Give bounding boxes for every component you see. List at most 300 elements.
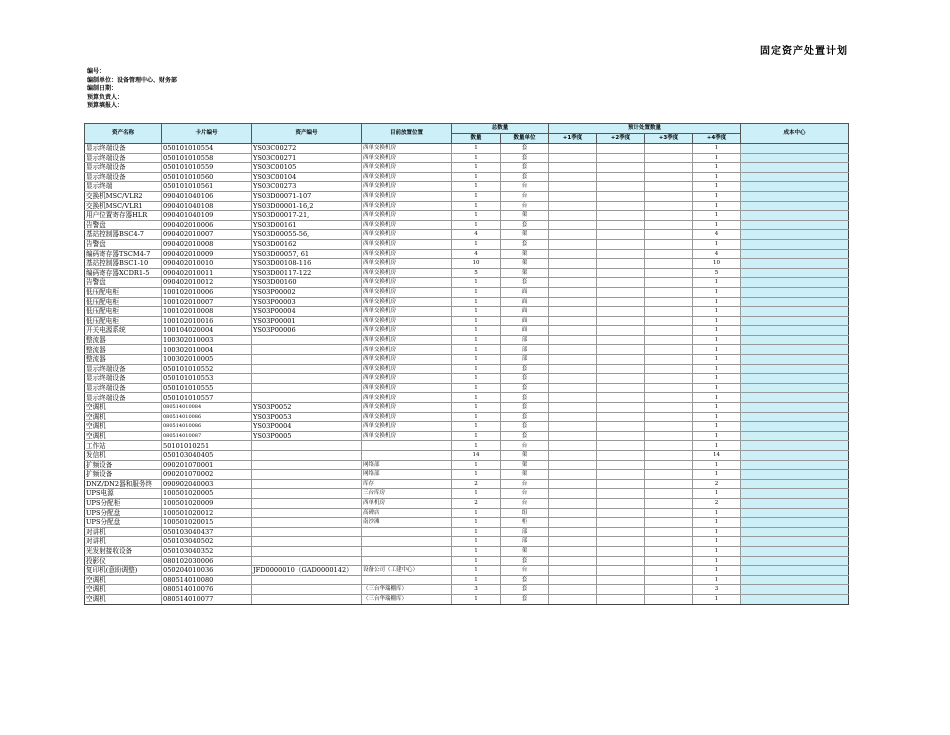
q4-cell: 1 xyxy=(693,403,741,413)
unit-cell: 套 xyxy=(501,163,549,173)
table-row xyxy=(85,594,849,604)
card-no-cell: 100501020012 xyxy=(162,508,252,518)
asset-no-cell xyxy=(252,594,362,604)
card-no-cell: 100302010005 xyxy=(162,355,252,365)
col-qty: 数量 xyxy=(452,134,501,144)
qty-cell: 5 xyxy=(452,268,501,278)
qty-cell: 1 xyxy=(452,470,501,480)
q2-cell xyxy=(597,556,645,566)
table-row xyxy=(85,441,849,451)
location-cell: 西单交换机房 xyxy=(362,364,452,374)
card-no-cell: 050101010557 xyxy=(162,393,252,403)
q3-cell xyxy=(645,201,693,211)
q3-cell xyxy=(645,316,693,326)
meta-block xyxy=(87,68,177,111)
unit-cell: 架 xyxy=(501,451,549,461)
asset-no-cell: YS03P0052 xyxy=(252,403,362,413)
q3-cell xyxy=(645,393,693,403)
asset-no-cell: YS03P0004 xyxy=(252,422,362,432)
q3-cell xyxy=(645,479,693,489)
table-row xyxy=(85,566,849,576)
q4-cell: 1 xyxy=(693,144,741,154)
asset-name-cell: 空调机 xyxy=(85,585,162,595)
location-cell: 西单交换机房 xyxy=(362,182,452,192)
cost-center-cell xyxy=(741,431,849,441)
asset-name-cell: 光发射接收设备 xyxy=(85,546,162,556)
q1-cell xyxy=(549,268,597,278)
unit-cell: 套 xyxy=(501,239,549,249)
q2-cell xyxy=(597,201,645,211)
unit-cell: 柜 xyxy=(501,518,549,528)
unit-cell: 架 xyxy=(501,211,549,221)
cost-center-cell xyxy=(741,451,849,461)
asset-no-cell xyxy=(252,335,362,345)
col-q2: +2季度 xyxy=(597,134,645,144)
q1-cell xyxy=(549,546,597,556)
page-title: 固定资产处置计划 xyxy=(760,46,848,57)
q4-cell: 1 xyxy=(693,527,741,537)
unit-cell: 架 xyxy=(501,268,549,278)
unit-cell: 套 xyxy=(501,364,549,374)
q2-cell xyxy=(597,364,645,374)
q1-cell xyxy=(549,364,597,374)
card-no-cell: 50101010251 xyxy=(162,441,252,451)
q1-cell xyxy=(549,498,597,508)
asset-no-cell: YS03D00162 xyxy=(252,239,362,249)
cost-center-cell xyxy=(741,479,849,489)
col-q3: +3季度 xyxy=(645,134,693,144)
table-row xyxy=(85,259,849,269)
q1-cell xyxy=(549,307,597,317)
col-cost-center: 成本中心 xyxy=(741,124,849,144)
location-cell: 网络部 xyxy=(362,470,452,480)
q3-cell xyxy=(645,566,693,576)
card-no-cell: 080514010077 xyxy=(162,594,252,604)
q4-cell: 1 xyxy=(693,172,741,182)
q1-cell xyxy=(549,489,597,499)
location-cell: 西单交换机房 xyxy=(362,163,452,173)
qty-cell: 1 xyxy=(452,556,501,566)
asset-name-cell: 空调机 xyxy=(85,431,162,441)
q1-cell xyxy=(549,470,597,480)
asset-no-cell xyxy=(252,460,362,470)
q3-cell xyxy=(645,422,693,432)
q1-cell xyxy=(549,556,597,566)
q3-cell xyxy=(645,364,693,374)
q2-cell xyxy=(597,297,645,307)
asset-no-cell xyxy=(252,575,362,585)
cost-center-cell xyxy=(741,249,849,259)
card-no-cell: 090402010009 xyxy=(162,249,252,259)
asset-no-cell xyxy=(252,470,362,480)
unit-cell: 架 xyxy=(501,546,549,556)
q2-cell xyxy=(597,249,645,259)
asset-name-cell: DNZ/DN2器和服务终 xyxy=(85,479,162,489)
q4-cell: 1 xyxy=(693,431,741,441)
location-cell xyxy=(362,537,452,547)
q1-cell xyxy=(549,172,597,182)
cost-center-cell xyxy=(741,585,849,595)
card-no-cell: 090402010008 xyxy=(162,239,252,249)
asset-no-cell: YS03C00105 xyxy=(252,163,362,173)
location-cell: 西单交换机房 xyxy=(362,259,452,269)
asset-no-cell xyxy=(252,441,362,451)
asset-name-cell: UPS分配盘 xyxy=(85,508,162,518)
asset-name-cell: 工作站 xyxy=(85,441,162,451)
location-cell: 西单交换机房 xyxy=(362,211,452,221)
table-row xyxy=(85,556,849,566)
asset-name-cell: 显示终端设备 xyxy=(85,144,162,154)
card-no-cell: 090402010006 xyxy=(162,220,252,230)
q1-cell xyxy=(549,355,597,365)
q4-cell: 1 xyxy=(693,556,741,566)
unit-cell: 面 xyxy=(501,307,549,317)
q4-cell: 1 xyxy=(693,460,741,470)
q3-cell xyxy=(645,335,693,345)
col-asset-no: 资产编号 xyxy=(252,124,362,144)
card-no-cell: 100302010003 xyxy=(162,335,252,345)
q3-cell xyxy=(645,498,693,508)
table-row xyxy=(85,201,849,211)
table-row xyxy=(85,239,849,249)
table-row xyxy=(85,431,849,441)
card-no-cell: 080514010080 xyxy=(162,575,252,585)
q4-cell: 1 xyxy=(693,278,741,288)
q1-cell xyxy=(549,537,597,547)
asset-name-cell: 编码寄存器XCDR1-5 xyxy=(85,268,162,278)
unit-cell: 台 xyxy=(501,441,549,451)
table-row xyxy=(85,518,849,528)
qty-cell: 2 xyxy=(452,479,501,489)
unit-cell: 台 xyxy=(501,191,549,201)
q3-cell xyxy=(645,220,693,230)
q2-cell xyxy=(597,191,645,201)
cost-center-cell xyxy=(741,287,849,297)
cost-center-cell xyxy=(741,201,849,211)
q3-cell xyxy=(645,307,693,317)
qty-cell: 3 xyxy=(452,585,501,595)
location-cell: 西单交换机房 xyxy=(362,393,452,403)
unit-cell: 部 xyxy=(501,335,549,345)
q4-cell: 10 xyxy=(693,259,741,269)
qty-cell: 1 xyxy=(452,278,501,288)
asset-name-cell: 空调机 xyxy=(85,422,162,432)
q3-cell xyxy=(645,441,693,451)
q1-cell xyxy=(549,374,597,384)
cost-center-cell xyxy=(741,412,849,422)
q1-cell xyxy=(549,479,597,489)
table-row xyxy=(85,278,849,288)
q2-cell xyxy=(597,383,645,393)
q2-cell xyxy=(597,153,645,163)
qty-cell: 1 xyxy=(452,508,501,518)
asset-no-cell: YS03P0005 xyxy=(252,431,362,441)
q1-cell xyxy=(549,594,597,604)
q2-cell xyxy=(597,537,645,547)
asset-no-cell xyxy=(252,556,362,566)
q2-cell xyxy=(597,479,645,489)
asset-no-cell: YS03D00055-56, xyxy=(252,230,362,240)
q3-cell xyxy=(645,182,693,192)
asset-no-cell: YS03D00108-116 xyxy=(252,259,362,269)
q4-cell: 2 xyxy=(693,498,741,508)
unit-cell: 套 xyxy=(501,220,549,230)
table-row xyxy=(85,316,849,326)
asset-no-cell xyxy=(252,374,362,384)
cost-center-cell xyxy=(741,307,849,317)
location-cell: 南沙滩 xyxy=(362,518,452,528)
unit-cell: 套 xyxy=(501,403,549,413)
location-cell: 西单交换机房 xyxy=(362,278,452,288)
asset-no-cell: YS03D00161 xyxy=(252,220,362,230)
unit-cell: 部 xyxy=(501,537,549,547)
card-no-cell: 100501020015 xyxy=(162,518,252,528)
cost-center-cell xyxy=(741,422,849,432)
q2-cell xyxy=(597,307,645,317)
table-row xyxy=(85,460,849,470)
asset-no-cell xyxy=(252,518,362,528)
asset-no-cell xyxy=(252,451,362,461)
q2-cell xyxy=(597,239,645,249)
asset-no-cell: YS03C00271 xyxy=(252,153,362,163)
q4-cell: 1 xyxy=(693,335,741,345)
unit-cell: 套 xyxy=(501,422,549,432)
qty-cell: 1 xyxy=(452,153,501,163)
table-row xyxy=(85,172,849,182)
asset-no-cell: YS03D00071-107 xyxy=(252,191,362,201)
q2-cell xyxy=(597,268,645,278)
q3-cell xyxy=(645,211,693,221)
unit-cell: 套 xyxy=(501,393,549,403)
card-no-cell: 090402010012 xyxy=(162,278,252,288)
table-row xyxy=(85,537,849,547)
q4-cell: 1 xyxy=(693,489,741,499)
unit-cell: 架 xyxy=(501,470,549,480)
q1-cell xyxy=(549,249,597,259)
asset-name-cell: 显示终端设备 xyxy=(85,172,162,182)
location-cell: 西单交换机房 xyxy=(362,201,452,211)
q3-cell xyxy=(645,546,693,556)
card-no-cell: 050101010552 xyxy=(162,364,252,374)
asset-no-cell xyxy=(252,537,362,547)
cost-center-cell xyxy=(741,556,849,566)
location-cell: 西单交换机房 xyxy=(362,287,452,297)
cost-center-cell xyxy=(741,326,849,336)
qty-cell: 1 xyxy=(452,537,501,547)
cost-center-cell xyxy=(741,172,849,182)
q3-cell xyxy=(645,172,693,182)
col-card-no: 卡片编号 xyxy=(162,124,252,144)
location-cell: 西单交换机房 xyxy=(362,335,452,345)
q2-cell xyxy=(597,287,645,297)
cost-center-cell xyxy=(741,144,849,154)
disposal-table xyxy=(84,123,849,605)
asset-name-cell: 空调机 xyxy=(85,575,162,585)
q1-cell xyxy=(549,316,597,326)
table-row xyxy=(85,355,849,365)
q4-cell: 1 xyxy=(693,345,741,355)
qty-cell: 1 xyxy=(452,393,501,403)
table-row xyxy=(85,546,849,556)
asset-no-cell: YS03P00006 xyxy=(252,326,362,336)
asset-no-cell xyxy=(252,527,362,537)
q2-cell xyxy=(597,259,645,269)
location-cell: 西单机房 xyxy=(362,498,452,508)
q2-cell xyxy=(597,403,645,413)
table-row xyxy=(85,585,849,595)
table-row xyxy=(85,575,849,585)
asset-name-cell: 低压配电柜 xyxy=(85,316,162,326)
unit-cell: 套 xyxy=(501,594,549,604)
q3-cell xyxy=(645,268,693,278)
cost-center-cell xyxy=(741,508,849,518)
asset-no-cell xyxy=(252,355,362,365)
cost-center-cell xyxy=(741,259,849,269)
q4-cell: 1 xyxy=(693,153,741,163)
card-no-cell: 050103040352 xyxy=(162,546,252,556)
qty-cell: 1 xyxy=(452,374,501,384)
q4-cell: 1 xyxy=(693,537,741,547)
q4-cell: 1 xyxy=(693,297,741,307)
table-row xyxy=(85,287,849,297)
card-no-cell: 100102010016 xyxy=(162,316,252,326)
location-cell xyxy=(362,556,452,566)
qty-cell: 1 xyxy=(452,297,501,307)
qty-cell: 1 xyxy=(452,172,501,182)
cost-center-cell xyxy=(741,364,849,374)
asset-name-cell: 显示终端设备 xyxy=(85,364,162,374)
card-no-cell: 100501020005 xyxy=(162,489,252,499)
q3-cell xyxy=(645,144,693,154)
card-no-cell: 090401040108 xyxy=(162,201,252,211)
q1-cell xyxy=(549,211,597,221)
card-no-cell: 050101010555 xyxy=(162,383,252,393)
unit-cell: 架 xyxy=(501,249,549,259)
qty-cell: 10 xyxy=(452,259,501,269)
card-no-cell: 100302010004 xyxy=(162,345,252,355)
card-no-cell: 100102010006 xyxy=(162,287,252,297)
q2-cell xyxy=(597,220,645,230)
asset-no-cell: YS03C00273 xyxy=(252,182,362,192)
asset-name-cell: 显示终端设备 xyxy=(85,163,162,173)
cost-center-cell xyxy=(741,566,849,576)
q4-cell: 1 xyxy=(693,211,741,221)
location-cell: 西单交换机房 xyxy=(362,239,452,249)
unit-cell: 架 xyxy=(501,230,549,240)
unit-cell: 套 xyxy=(501,556,549,566)
table-row xyxy=(85,335,849,345)
meta-doc-no: 编号： xyxy=(87,68,106,75)
location-cell: 网络部 xyxy=(362,460,452,470)
q4-cell: 1 xyxy=(693,575,741,585)
q1-cell xyxy=(549,326,597,336)
q3-cell xyxy=(645,403,693,413)
asset-name-cell: UPS分配柜 xyxy=(85,498,162,508)
card-no-cell: 100102010008 xyxy=(162,307,252,317)
card-no-cell: 090201070001 xyxy=(162,460,252,470)
asset-name-cell: 空调机 xyxy=(85,594,162,604)
card-no-cell: 050103040437 xyxy=(162,527,252,537)
table-row xyxy=(85,412,849,422)
col-unit: 数量单位 xyxy=(501,134,549,144)
asset-name-cell: 发信机 xyxy=(85,451,162,461)
asset-name-cell: 对讲机 xyxy=(85,527,162,537)
asset-no-cell xyxy=(252,508,362,518)
cost-center-cell xyxy=(741,383,849,393)
unit-cell: 套 xyxy=(501,172,549,182)
q2-cell xyxy=(597,460,645,470)
card-no-cell: 090401040109 xyxy=(162,211,252,221)
q1-cell xyxy=(549,422,597,432)
location-cell: 库存 xyxy=(362,479,452,489)
q3-cell xyxy=(645,518,693,528)
asset-no-cell: JFD0000010（GAD0000142） xyxy=(252,566,362,576)
asset-name-cell: 交换机MSC/VLR1 xyxy=(85,201,162,211)
meta-budget-filler: 预算填报人： xyxy=(87,102,124,109)
unit-cell: 套 xyxy=(501,431,549,441)
q1-cell xyxy=(549,393,597,403)
qty-cell: 1 xyxy=(452,566,501,576)
q2-cell xyxy=(597,316,645,326)
unit-cell: 套 xyxy=(501,575,549,585)
q1-cell xyxy=(549,527,597,537)
meta-budget-owner: 预算负责人： xyxy=(87,93,124,101)
table-row xyxy=(85,374,849,384)
asset-name-cell: 编码寄存器TSCM4-7 xyxy=(85,249,162,259)
q4-cell: 1 xyxy=(693,383,741,393)
q4-cell: 1 xyxy=(693,508,741,518)
q3-cell xyxy=(645,537,693,547)
table-row xyxy=(85,307,849,317)
q2-cell xyxy=(597,518,645,528)
q1-cell xyxy=(549,220,597,230)
location-cell: 西单交换机房 xyxy=(362,316,452,326)
cost-center-cell xyxy=(741,489,849,499)
asset-name-cell: 空调机 xyxy=(85,403,162,413)
card-no-cell: 090902040003 xyxy=(162,479,252,489)
q4-cell: 1 xyxy=(693,546,741,556)
location-cell: 西单交换机房 xyxy=(362,249,452,259)
q1-cell xyxy=(549,144,597,154)
cost-center-cell xyxy=(741,460,849,470)
q4-cell: 1 xyxy=(693,355,741,365)
unit-cell: 台 xyxy=(501,498,549,508)
q4-cell: 1 xyxy=(693,566,741,576)
table-row xyxy=(85,182,849,192)
card-no-cell: 080514010087 xyxy=(162,431,252,441)
asset-name-cell: UPS电源 xyxy=(85,489,162,499)
q4-cell: 1 xyxy=(693,239,741,249)
table-row xyxy=(85,153,849,163)
asset-no-cell: YS03P0053 xyxy=(252,412,362,422)
cost-center-cell xyxy=(741,355,849,365)
qty-cell: 1 xyxy=(452,355,501,365)
table-row xyxy=(85,489,849,499)
table-body xyxy=(85,144,849,605)
asset-no-cell: YS03P00004 xyxy=(252,307,362,317)
q4-cell: 1 xyxy=(693,201,741,211)
col-q4: +4季度 xyxy=(693,134,741,144)
cost-center-cell xyxy=(741,211,849,221)
cost-center-cell xyxy=(741,470,849,480)
qty-cell: 1 xyxy=(452,594,501,604)
table-row xyxy=(85,345,849,355)
unit-cell: 台 xyxy=(501,489,549,499)
q4-cell: 1 xyxy=(693,307,741,317)
asset-name-cell: 对讲机 xyxy=(85,537,162,547)
asset-no-cell: YS03C00104 xyxy=(252,172,362,182)
cost-center-cell xyxy=(741,374,849,384)
